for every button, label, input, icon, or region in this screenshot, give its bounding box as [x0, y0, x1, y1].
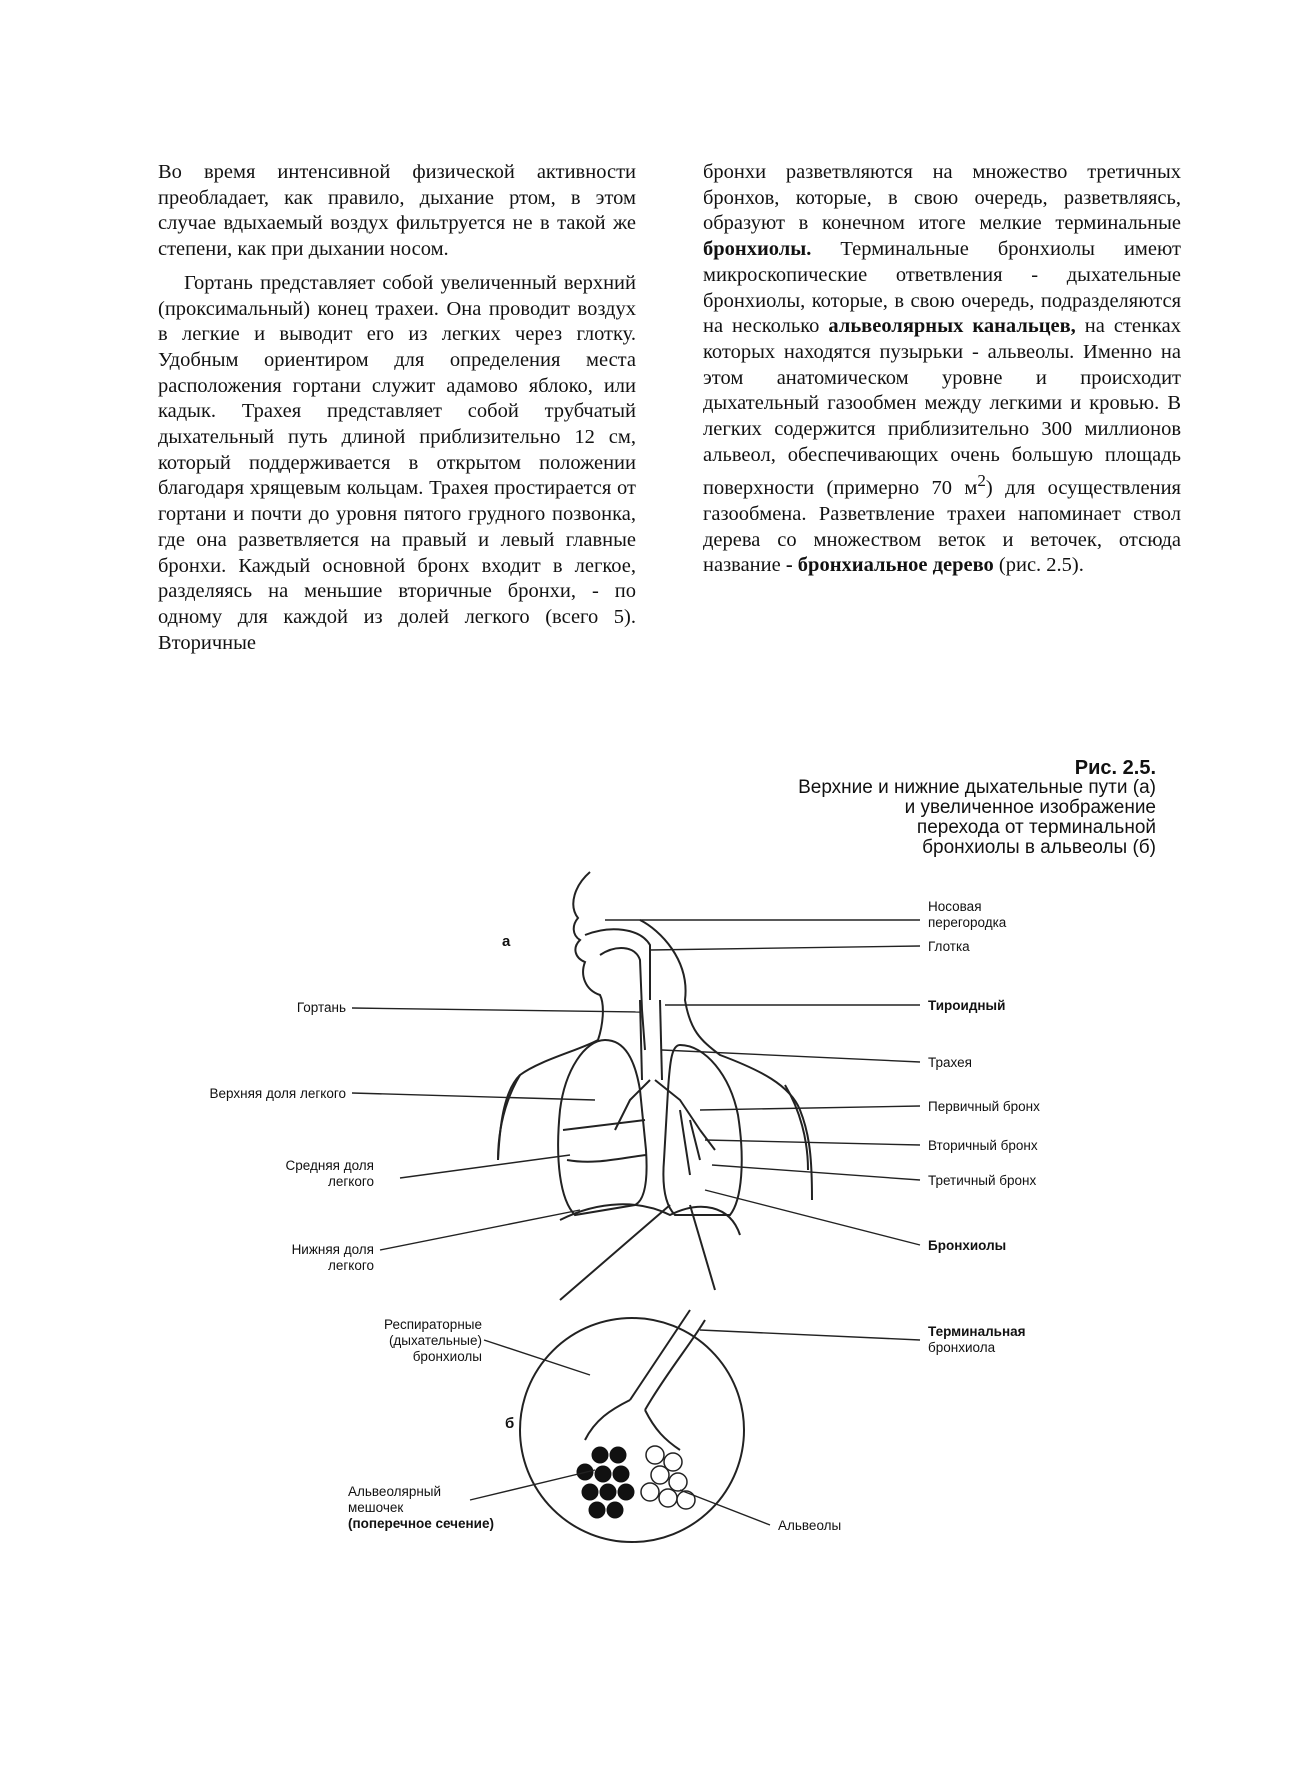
pharynx-tube: [600, 948, 645, 1050]
zoom-line-left: [560, 1205, 670, 1300]
trachea-right-wall: [660, 1000, 662, 1080]
figure-caption: Рис. 2.5. Верхние и нижние дыхательные пути (а) и увеличенное изображение перехода от терминальной бронхиолы в альвеолы (б): [798, 757, 1156, 858]
label-lower-lobe-1: Нижняя доля: [291, 1242, 374, 1257]
alveolus: [646, 1446, 664, 1464]
label-pharynx: Глотка: [928, 939, 970, 954]
alveolar-sac-cell: [610, 1447, 626, 1463]
term-bronchioles: бронхиолы.: [703, 238, 812, 261]
leader-lower-lobe: [380, 1210, 580, 1250]
leader-pharynx: [650, 946, 920, 950]
label-tertiary-bronchus: Третичный бронх: [928, 1173, 1037, 1188]
leader-upper-lobe: [352, 1093, 595, 1100]
torso-left: [498, 1075, 520, 1160]
left-lung-outline: [558, 1040, 646, 1215]
leader-primary-bronchus: [700, 1106, 920, 1110]
head-back-outline: [640, 920, 812, 1200]
alveolar-sac-cell: [618, 1484, 634, 1500]
alveolus: [641, 1483, 659, 1501]
alveolar-sac-cell: [607, 1502, 623, 1518]
label-secondary-bronchus: Вторичный бронх: [928, 1138, 1038, 1153]
leader-resp-bronchioles: [484, 1340, 590, 1375]
trachea-left-wall: [640, 1000, 642, 1080]
zoom-line-right: [690, 1205, 715, 1290]
magnified-circle: [520, 1318, 744, 1542]
nasal-cavity: [585, 929, 650, 1000]
leader-tertiary-bronchus: [712, 1165, 920, 1180]
alveolus: [669, 1473, 687, 1491]
label-thyroid: Тироидный: [928, 998, 1006, 1013]
panel-a-label: а: [502, 933, 511, 950]
alveolus: [659, 1489, 677, 1507]
alveolus: [664, 1453, 682, 1471]
label-terminal-2: бронхиола: [928, 1340, 996, 1355]
left-lung-fissure-lower: [567, 1155, 646, 1162]
figure-number: Рис. 2.5.: [1074, 757, 1156, 779]
right-text-column: [703, 160, 1181, 579]
label-larynx: Гортань: [296, 1000, 346, 1015]
leader-middle-lobe: [400, 1155, 570, 1178]
label-bronchioles: Бронхиолы: [928, 1238, 1007, 1253]
label-alveolar-sac-3: (поперечное сечение): [348, 1516, 494, 1531]
label-resp-bronchioles-2: (дыхательные): [388, 1333, 482, 1348]
label-middle-lobe-1: Средняя доля: [285, 1158, 374, 1173]
leader-terminal-bronchiole: [700, 1330, 920, 1340]
label-resp-bronchioles-3: бронхиолы: [412, 1349, 482, 1364]
alveolar-sac-cell: [595, 1466, 611, 1482]
term-alveolar-ducts: альвеолярных канальцев,: [828, 315, 1076, 338]
paragraph-bronchial-tree: бронхи разветвляются на множество третичных бронхов, которые, в свою очередь, разветвляясь, образуют в конечном итоге мелкие терминальные бронхиолы. Терминальные бронхиолы имеют микроскопические ответвления - дыхательные бронхиолы, которые, в свою очередь, подразделяются на несколько альвеолярных канальцев, на стенках которых находятся пузырьки - альвеолы. Именно на этом анатомическом уровне и происходит дыхательный газообмен между легкими и кровью. В легких содержится приблизительно 300 миллионов альвеол, обеспечивающих очень большую площадь поверхности (примерно 70 $м^2$) для осуществления газообмена. Разветвление трахеи напоминает ствол дерева со множеством веток и веточек, отсюда название - бронхиальное дерево (рис. 2.5).: [703, 161, 1181, 577]
panel-b-label: б: [505, 1415, 515, 1432]
label-nasal-septum-1: Носовая: [928, 899, 982, 914]
leader-alveoli: [680, 1490, 770, 1525]
label-primary-bronchus: Первичный бронх: [928, 1099, 1040, 1114]
secondary-bronchus: [680, 1110, 715, 1175]
term-bronchial-tree: - бронхиальное дерево: [785, 554, 994, 577]
label-resp-bronchioles-1: Респираторные: [384, 1317, 482, 1332]
primary-bronchus-right: [655, 1080, 700, 1130]
label-nasal-septum-2: перегородка: [928, 915, 1007, 930]
leader-alveolar-sac: [470, 1470, 595, 1500]
head-outline: [498, 872, 603, 1160]
leader-larynx: [352, 1008, 640, 1012]
left-text-column: [158, 160, 636, 656]
label-terminal-1: Терминальная: [928, 1324, 1026, 1339]
alveolar-sac-cell: [592, 1447, 608, 1463]
label-middle-lobe-2: легкого: [327, 1174, 374, 1189]
label-upper-lobe: Верхняя доля легкого: [209, 1086, 346, 1101]
paragraph-larynx-trachea: Гортань представляет собой увеличенный верхний (проксимальный) конец трахеи. Она проводит воздух в легкие и выводит его из легких через глотку. Удобным ориентиром для определения места расположения гортани служит адамово яблоко, или кадык. Трахея представляет собой трубчатый дыхательный путь длиной приблизительно 12 см, который поддерживается в открытом положении благодаря хрящевым кольцам. Трахея простирается от гортани и почти до уровня пятого грудного позвонка, где она разветвляется на правый и левый главные бронхи. Каждый основной бронх входит в легкое, разделяясь на меньшие вторичные бронхи, - по одному для каждой из долей легкого (всего 5). Вторичные: [158, 271, 636, 654]
alveolar-sac-cell: [582, 1484, 598, 1500]
label-alveolar-sac-1: Альвеолярный: [348, 1484, 442, 1499]
leader-bronchioles: [705, 1190, 920, 1245]
alveolar-sac-cell: [577, 1464, 593, 1480]
alveolar-sac-cell: [613, 1466, 629, 1482]
label-alveolar-sac-2: мешочек: [348, 1500, 404, 1515]
torso-right: [785, 1085, 808, 1170]
primary-bronchus-left: [615, 1080, 650, 1130]
label-alveoli: Альвеолы: [778, 1518, 842, 1533]
leader-trachea: [662, 1050, 920, 1062]
label-lower-lobe-2: легкого: [327, 1258, 374, 1273]
alveolus: [677, 1491, 695, 1509]
alveolus: [651, 1466, 669, 1484]
paragraph-mouth-breathing: Во время интенсивной физической активности преобладает, как правило, дыхание ртом, в этом случае вдыхаемый воздух фильтруется не в такой же степени, как при дыхании носом.: [158, 161, 636, 261]
diaphragm: [560, 1204, 740, 1235]
terminal-bronchiole: [630, 1310, 705, 1410]
alveolar-sac-cell: [589, 1502, 605, 1518]
alveolar-sac-cell: [600, 1484, 616, 1500]
resp-bronchiole: [585, 1400, 680, 1450]
left-lung-fissure-upper: [563, 1120, 645, 1130]
right-lung-outline: [663, 1045, 741, 1215]
label-trachea: Трахея: [928, 1055, 972, 1070]
leader-secondary-bronchus: [705, 1140, 920, 1145]
